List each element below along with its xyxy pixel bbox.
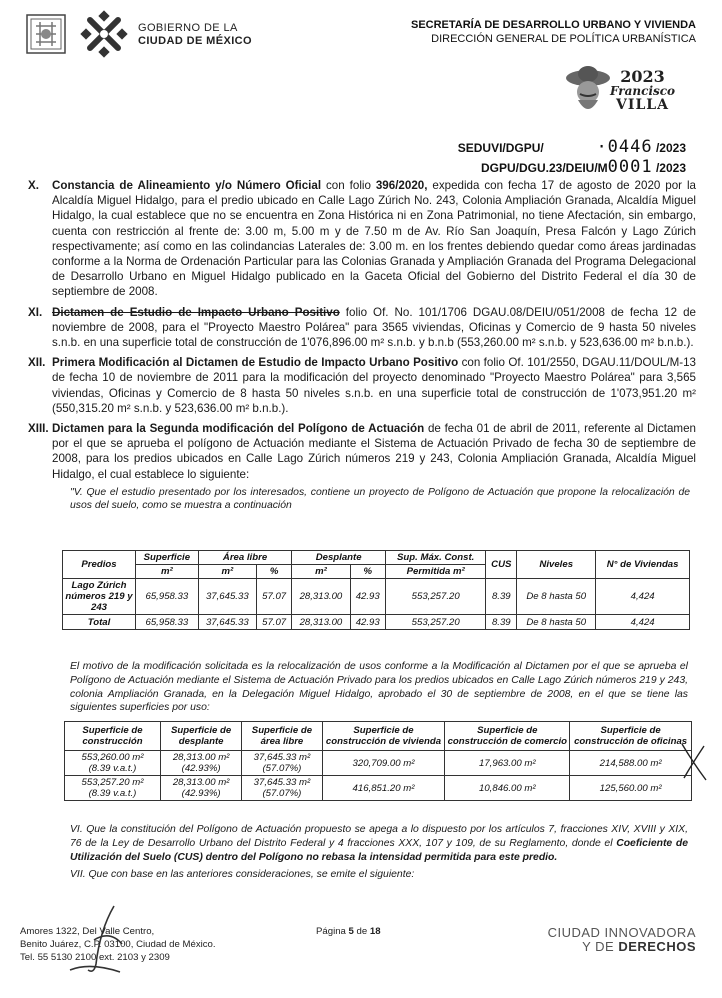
quote-intro: "V. Que el estudio presentado por los interesados, contiene un proyecto de Polígono de Actuación que propone la relocalización de usos del suelo, como se muestra a continuación: [70, 486, 690, 512]
cell-note: (8.39 v.a.t.): [88, 763, 137, 774]
item-number: XI.: [28, 305, 43, 319]
gov-line-2: CIUDAD DE MÉXICO: [138, 35, 252, 47]
table-row: [63, 615, 690, 630]
cell: [65, 751, 161, 776]
cell-value: 28,313.00 m²: [172, 777, 230, 788]
table-row: [65, 776, 692, 801]
cell-value: 10,846.00 m²: [479, 782, 536, 794]
slogan-line-2b: DERECHOS: [618, 939, 696, 954]
cell: 57.07: [256, 615, 291, 630]
item-number: X.: [28, 179, 39, 192]
cell: [322, 776, 445, 801]
address-line-2: Benito Juárez, C.P. 03100, Ciudad de México.: [20, 939, 216, 950]
cell-value: 37,645.33 m²: [253, 752, 311, 763]
folio-1-number: ·0446: [596, 137, 653, 157]
slogan: [548, 926, 696, 954]
poligono-table: [62, 550, 690, 630]
col-sup-construccion: Superficie de construcción: [65, 722, 161, 751]
cell: Lago Zúrich números 219 y 243: [63, 579, 136, 615]
cell: Total: [63, 615, 136, 630]
table-header-row: [63, 551, 690, 565]
folio-1-prefix: SEDUVI/DGPU/: [457, 141, 544, 155]
col-cus: CUS: [486, 551, 517, 579]
government-name: [138, 22, 252, 48]
cell: [242, 776, 322, 801]
col-viviendas: N° de Viviendas: [596, 551, 690, 579]
secretaria-name: SECRETARÍA DE DESARROLLO URBANO Y VIVIENDA: [410, 19, 696, 31]
col-desplante-pct: %: [350, 565, 385, 579]
cell: [65, 776, 161, 801]
item-title: Dictamen de Estudio de Impacto Urbano Positivo: [52, 305, 340, 319]
paragraph-vi-text: VI. Que la constitución del Polígono de Actuación propuesto se apega a lo dispuesto por los artículos 7, fracciones XIV, XVIII y XIX, 76 de la Ley de Desarrollo Urbano del Distrito Federal y 4 fracciones XXX, 107 y 109, de su Reglamento, donde el: [70, 824, 688, 849]
badge-name-2: VILLA: [616, 97, 670, 113]
cell-note: (42.93%): [181, 763, 221, 774]
cell: 37,645.33: [198, 615, 256, 630]
paragraph-vi-bold: Coeficiente de Utilización del Suelo (CUS) dentro del Polígono no rebasa la intensidad permitida para este predio.: [70, 837, 688, 863]
cell-value: 37,645.33 m²: [253, 777, 311, 788]
cell-note: (57.07%): [262, 763, 302, 774]
col-desplante-m2: m²: [292, 565, 350, 579]
cell: 4,424: [596, 615, 690, 630]
folio-2-number: 0001: [607, 157, 653, 177]
cell: 57.07: [256, 579, 291, 615]
col-sup-oficinas: Superficie de construcción de oficinas: [570, 722, 692, 751]
col-niveles: Niveles: [517, 551, 596, 579]
paragraph-motivo: El motivo de la modificación solicitada es la relocalización de usos conforme a la Modificación al Dictamen por el que se aprueba el Polígono de Actuación mediante el Sistema de Actuación Privado para los predios ubicados en Calle Lago Zúrich números 219 y 243, colonia Ampliación Granada, en la Delegación Miguel Hidalgo, aprobado el 30 de septiembre de 2008, en el que se tiene las siguientes superficies por uso:: [70, 661, 688, 714]
item-xi: [20, 305, 696, 351]
cell: [570, 751, 692, 776]
cell: 8.39: [486, 615, 517, 630]
cell: [160, 751, 241, 776]
cdmx-logo-icon: [80, 10, 128, 58]
cell: [322, 751, 445, 776]
secretaria-header: [411, 18, 696, 46]
cell-value: 553,257.20 m²: [81, 777, 144, 788]
page-of: de: [353, 926, 370, 937]
page-number: [316, 926, 381, 937]
cell: De 8 hasta 50: [517, 579, 596, 615]
page-current: 5: [348, 926, 354, 937]
item-text: [52, 178, 696, 300]
direccion-name: DIRECCIÓN GENERAL DE POLÍTICA URBANÍSTICA: [431, 33, 696, 45]
cell-value: 214,588.00 m²: [599, 757, 662, 769]
col-area-libre: Área libre: [198, 551, 292, 565]
city-emblem-icon: [26, 14, 66, 54]
superficies-table: [64, 721, 692, 801]
cell: 65,958.33: [136, 615, 199, 630]
col-area-libre-m2: m²: [198, 565, 256, 579]
item-title: Primera Modificación al Dictamen de Estudio de Impacto Urbano Positivo: [52, 356, 459, 370]
paragraph-vi: [70, 823, 688, 864]
document-body: [20, 178, 696, 513]
item-folio: 396/2020,: [375, 179, 428, 192]
item-xiii: [20, 421, 696, 482]
cell: 553,257.20: [385, 579, 485, 615]
item-text-a: de fecha 01 de abril de 2011, referente al Dictamen por el que se aprueba el polígono de Actuación mediante el Sistema de Actuación Privado de fecha 30 de septiembre de 2008, para los predios ubicados en Calle Lago Zúrich números 219 y 243, Colonia Ampliación Granada, Alcaldía Miguel Hidalgo, el cual establece lo siguiente:: [52, 422, 696, 481]
address-line-1: Amores 1322, Del Valle Centro,: [20, 926, 155, 937]
address-line-3: Tel. 55 5130 2100 ext. 2103 y 2309: [20, 952, 170, 963]
item-number: XIII.: [28, 422, 49, 436]
item-text: [52, 305, 696, 351]
cell: 65,958.33: [136, 579, 199, 615]
folio-line-1: [458, 137, 686, 157]
folio-2-suffix: /2023: [655, 161, 686, 175]
cell: De 8 hasta 50: [517, 615, 596, 630]
item-text-a: con folio Of. 101/2550, DGAU.11/DOUL/M-13 de fecha 10 de noviembre de 2011 para la modificación del proyecto denominado "Proyecto Maestro Polárea" para 3,565 viviendas, Oficinas y Comercio de 8 hasta 50 niveles s.n.b. en una superficie total de construcción de 1'073,951.20 m² (550,315.20 m² s.n.b. y 523,636.00 m² b.n.b.).: [52, 356, 696, 415]
cell-value: 125,560.00 m²: [599, 782, 662, 794]
cell-value: 553,260.00 m²: [81, 752, 144, 763]
table-header-row: [65, 722, 692, 751]
item-number: XII.: [28, 356, 46, 370]
badge-year: 2023: [620, 67, 665, 86]
col-permitida: Permitida m²: [385, 565, 485, 579]
table-row: [65, 751, 692, 776]
col-sup-comercio: Superficie de construcción de comercio: [445, 722, 570, 751]
folio-1-suffix: /2023: [655, 141, 686, 155]
cell-value: 320,709.00 m²: [352, 757, 415, 769]
item-text-a: folio Of. No. 101/1706 DGAU.08/DEIU/051/2008 de fecha 12 de noviembre de 2008, para el "Proyecto Maestro Polárea" para 3565 viviendas, Oficinas y Comercio de 9 hasta 50 niveles s.n.b. en una superficie total de construcción de 1'076,896.00 m² s.n.b. y b.n.b (553,260.00 m² s.n.b. y 523,636.00 m² b.n.b.).: [52, 305, 696, 350]
cell: 553,257.20: [385, 615, 485, 630]
item-title: Constancia de Alineamiento y/o Número Oficial: [52, 179, 322, 192]
cell-note: (57.07%): [262, 788, 302, 799]
cell: 42.93: [350, 579, 385, 615]
margin-x-mark-icon: [678, 740, 710, 784]
cell: 28,313.00: [292, 615, 350, 630]
cell-value: 28,313.00 m²: [172, 752, 230, 763]
col-sup-desplante: Superficie de desplante: [160, 722, 241, 751]
page-label: Página: [316, 926, 349, 937]
cell: 37,645.33: [198, 579, 256, 615]
col-predios: Predios: [63, 551, 136, 579]
cell: [445, 751, 570, 776]
item-text: [52, 355, 696, 416]
col-superficie: Superficie: [136, 551, 199, 565]
item-text-a: con folio: [321, 179, 376, 192]
item-xii: [20, 355, 696, 416]
gov-line-1: GOBIERNO DE LA: [138, 22, 238, 34]
slogan-line-1: CIUDAD INNOVADORA: [547, 925, 696, 940]
cell-value: 416,851.20 m²: [352, 782, 415, 794]
col-desplante: Desplante: [292, 551, 386, 565]
cell: 28,313.00: [292, 579, 350, 615]
col-sup-area-libre: Superficie de área libre: [242, 722, 322, 751]
paragraph-vii: VII. Que con base en las anteriores consideraciones, se emite el siguiente:: [70, 869, 415, 880]
slogan-line-2a: Y DE: [582, 939, 619, 954]
folio-line-2: [481, 157, 686, 177]
col-area-libre-pct: %: [256, 565, 291, 579]
col-sup-max: Sup. Máx. Const.: [385, 551, 485, 565]
cell: [445, 776, 570, 801]
item-text: [52, 421, 696, 482]
item-text-b: expedida con fecha 17 de agosto de 2020 por la Alcaldía Miguel Hidalgo, para el predio ubicado en Calle Lago Zúrich No. 243, Colonia Ampliación Granada, Alcaldía Miguel Hidalgo, la cual establece que no se encuentra en Zona Histórica ni en Zona Patrimonial, no tiene Afectación, sin embargo, cuenta con restricción al frente de: 3.00 m, 5.00 m y de 7.50 m de Av. Río San Joaquín, Presa Falcón y Lago Zúrich respectivamente; así como en las colindancias Laterales de: 3.00 m. en los frentes debiendo quedar como áreas jardinadas conforme a la Norma de Ordenación Particular para las Colonias Granada y Ampliación Granada del Programa Delegacional de Desarrollo Urbano en Miguel Hidalgo publicado en la Gaceta Oficial del Gobierno del Distrito Federal el día 30 de septiembre de 2008.: [52, 179, 696, 299]
footer-address: [20, 925, 216, 964]
cell: [242, 751, 322, 776]
cell-note: (42.93%): [181, 788, 221, 799]
cell-value: 17,963.00 m²: [479, 757, 536, 769]
col-superficie-unit: m²: [136, 565, 199, 579]
cell: 4,424: [596, 579, 690, 615]
villa-badge-text: [610, 67, 676, 113]
cell-note: (8.39 v.a.t.): [88, 788, 137, 799]
badge-name-1: Francisco: [610, 84, 676, 98]
page-total: 18: [369, 926, 381, 937]
item-title: Dictamen para la Segunda modificación del Polígono de Actuación: [52, 422, 425, 436]
cell: [570, 776, 692, 801]
cell: 42.93: [350, 615, 385, 630]
col-sup-vivienda: Superficie de construcción de vivienda: [322, 722, 445, 751]
cell: [160, 776, 241, 801]
item-x: [20, 178, 696, 300]
cell: 8.39: [486, 579, 517, 615]
folio-2-prefix: DGPU/DGU.23/DEIU/M: [480, 161, 608, 175]
table-row: [63, 579, 690, 615]
